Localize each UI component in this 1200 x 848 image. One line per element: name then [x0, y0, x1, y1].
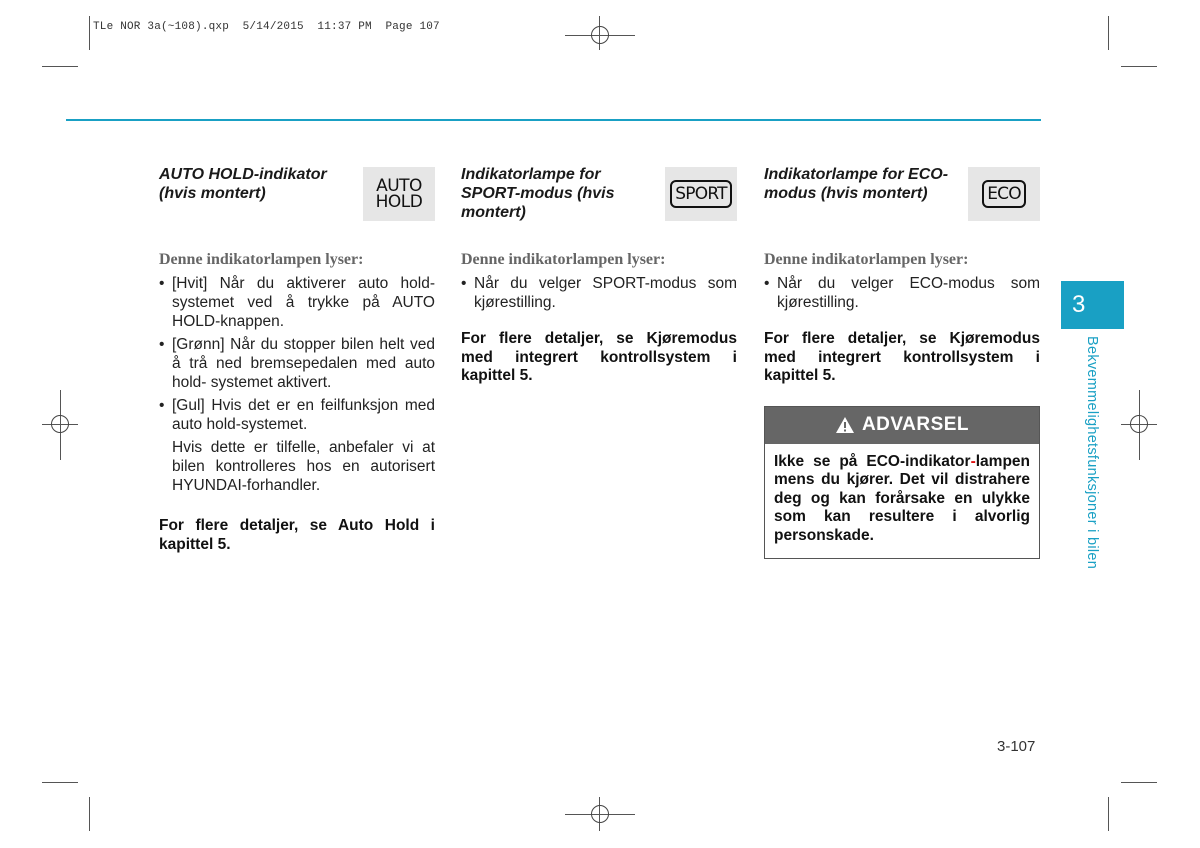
sport-indicator-icon: SPORT [665, 167, 737, 221]
chapter-tab: 3 [1061, 281, 1124, 329]
reference-note: For flere detaljer, se Kjøremodus med integrert kontrollsystem i kapittel 5. [764, 330, 1040, 384]
list-item: • [Hvit] Når du aktiverer auto hold-systemet ved å trykke på AUTO HOLD-knappen. [159, 274, 435, 331]
list-item: • Når du velger SPORT-modus som kjørestilling. [461, 274, 737, 312]
lead-text: Denne indikatorlampen lyser: [461, 251, 666, 268]
list-item: • Når du velger ECO-modus som kjørestilling. [764, 274, 1040, 312]
reference-note: For flere detaljer, se Auto Hold i kapittel 5. [159, 517, 435, 553]
section-header [764, 165, 1040, 221]
page-number: 3-107 [997, 738, 1036, 755]
print-header-meta: TLe NOR 3a(~108).qxp 5/14/2015 11:37 PM Page 107 [93, 21, 440, 33]
section-header [159, 165, 435, 221]
warning-text: Ikke se på ECO-indikator-lampen mens du kjører. Det vil distrahere deg og kan forårsake en ulykke som kan resultere i alvorlig personskade. [774, 452, 1030, 544]
warning-box [764, 406, 1040, 560]
lead-text: Denne indikatorlampen lyser: [159, 251, 364, 268]
eco-mode-section [764, 165, 1040, 559]
warning-triangle-icon [835, 416, 855, 434]
eco-indicator-icon: ECO [968, 167, 1040, 221]
warning-title: ADVARSEL [861, 414, 970, 435]
auto-hold-indicator-icon: AUTO HOLD [363, 167, 435, 221]
header-rule [66, 119, 1041, 121]
warning-header [765, 407, 1039, 444]
section-header [461, 165, 737, 221]
section-title: AUTO HOLD-indikator (hvis montert) [159, 166, 327, 202]
lead-text: Denne indikatorlampen lyser: [764, 251, 969, 268]
bullet-list [461, 274, 737, 312]
list-item: • [Grønn] Når du stopper bilen helt ved å trå ned bremsepedalen med auto hold- systemet aktivert. [159, 335, 435, 392]
bullet-list [764, 274, 1040, 312]
section-title: Indikatorlampe for ECO-modus (hvis montert) [764, 166, 949, 202]
reference-note: For flere detaljer, se Kjøremodus med integrert kontrollsystem i kapittel 5. [461, 330, 737, 384]
sub-paragraph: Hvis dette er tilfelle, anbefaler vi at bilen kontrolleres hos en autorisert HYUNDAI-forhandler. [172, 439, 435, 494]
auto-hold-section [159, 165, 435, 554]
sport-mode-section [461, 165, 737, 386]
section-title: Indikatorlampe for SPORT-modus (hvis montert) [461, 166, 615, 221]
bullet-list [159, 274, 435, 434]
list-item: • [Gul] Hvis det er en feilfunksjon med auto hold-systemet. [159, 396, 435, 434]
chapter-title: Bekvemmelighetsfunksjoner i bilen [1084, 336, 1100, 570]
